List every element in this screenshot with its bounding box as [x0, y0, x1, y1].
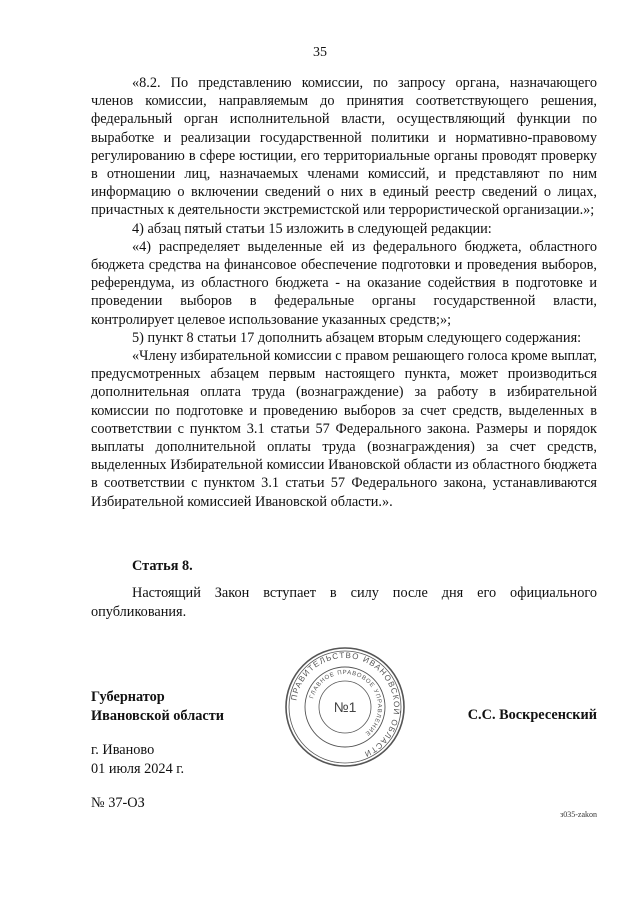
place: г. Иваново	[91, 742, 155, 758]
paragraph-item-4-text: «4) распределяет выделенные ей из федерального бюджета, областного бюджета средства на финансовое обеспечение подготовки и проведения выборов, референдума, из областного бюджета - на оказание содействия в подготовке и проведении выборов в федеральные органы государственной власти, контролирует целевое использование указанных средств;»;	[91, 238, 597, 328]
seal-inner-text: ГЛАВНОЕ ПРАВОВОЕ УПРАВЛЕНИЕ	[309, 669, 383, 737]
paragraph-8-2: «8.2. По представлению комиссии, по запросу органа, назначающего членов комиссии, направляемым до принятия соответствующего решения, федеральный орган исполнительной власти, осуществляющий функции по выработке и реализации государственной политики и нормативно-правовому регулированию в сфере юстиции, его территориальные органы проводят проверку в отношении лиц, назначаемых членами комиссий, и представляют по ним информацию о включении сведений о них в единый реестр сведений о лицах, причастных к деятельности экстремистской или террористической организации.»;	[91, 75, 597, 219]
paragraph-item-5-text: «Члену избирательной комиссии с правом решающего голоса кроме выплат, предусмотренных абзацем первым настоящего пункта, может производиться дополнительная оплата труда (вознаграждение) за работу в избирательной комиссии по подготовке и проведению выборов за счет средств, выделенных в соответствии с пунктом 3.1 статьи 57 Федерального закона. Размеры и порядок выплаты дополнительной оплаты труда (вознаграждения) за счет средств, выделенных Избирательной комиссии Ивановской области из областного бюджета в соответствии с пунктом 3.1 статьи 57 Федерального закона, устанавливаются Избирательной комиссией Ивановской области.».	[91, 348, 597, 510]
entry-into-force-paragraph: Настоящий Закон вступает в силу после дня его официального опубликования.	[91, 585, 597, 620]
page-number: 35	[313, 45, 327, 60]
paragraph-item-5-intro: 5) пункт 8 статьи 17 дополнить абзацем вторым следующего содержания:	[132, 329, 582, 346]
signer-title	[91, 688, 224, 725]
official-seal	[283, 645, 407, 769]
law-number: № 37-ОЗ	[91, 795, 145, 811]
paragraph-item-4-intro: 4) абзац пятый статьи 15 изложить в следующей редакции:	[132, 220, 492, 237]
amendment-text	[91, 74, 597, 511]
place-and-date	[91, 741, 184, 778]
signer-title-line-1: Губернатор	[91, 689, 165, 705]
seal-number: №1	[333, 699, 357, 715]
file-tag: з035-zakon	[560, 810, 597, 819]
article-8-heading: Статья 8.	[132, 558, 193, 574]
seal-outer-text: ПРАВИТЕЛЬСТВО ИВАНОВСКОЙ ОБЛАСТИ	[289, 650, 402, 759]
signer-title-line-2: Ивановской области	[91, 707, 224, 724]
signer-name: С.С. Воскресенский	[467, 707, 597, 723]
date: 01 июля 2024 г.	[91, 760, 185, 777]
